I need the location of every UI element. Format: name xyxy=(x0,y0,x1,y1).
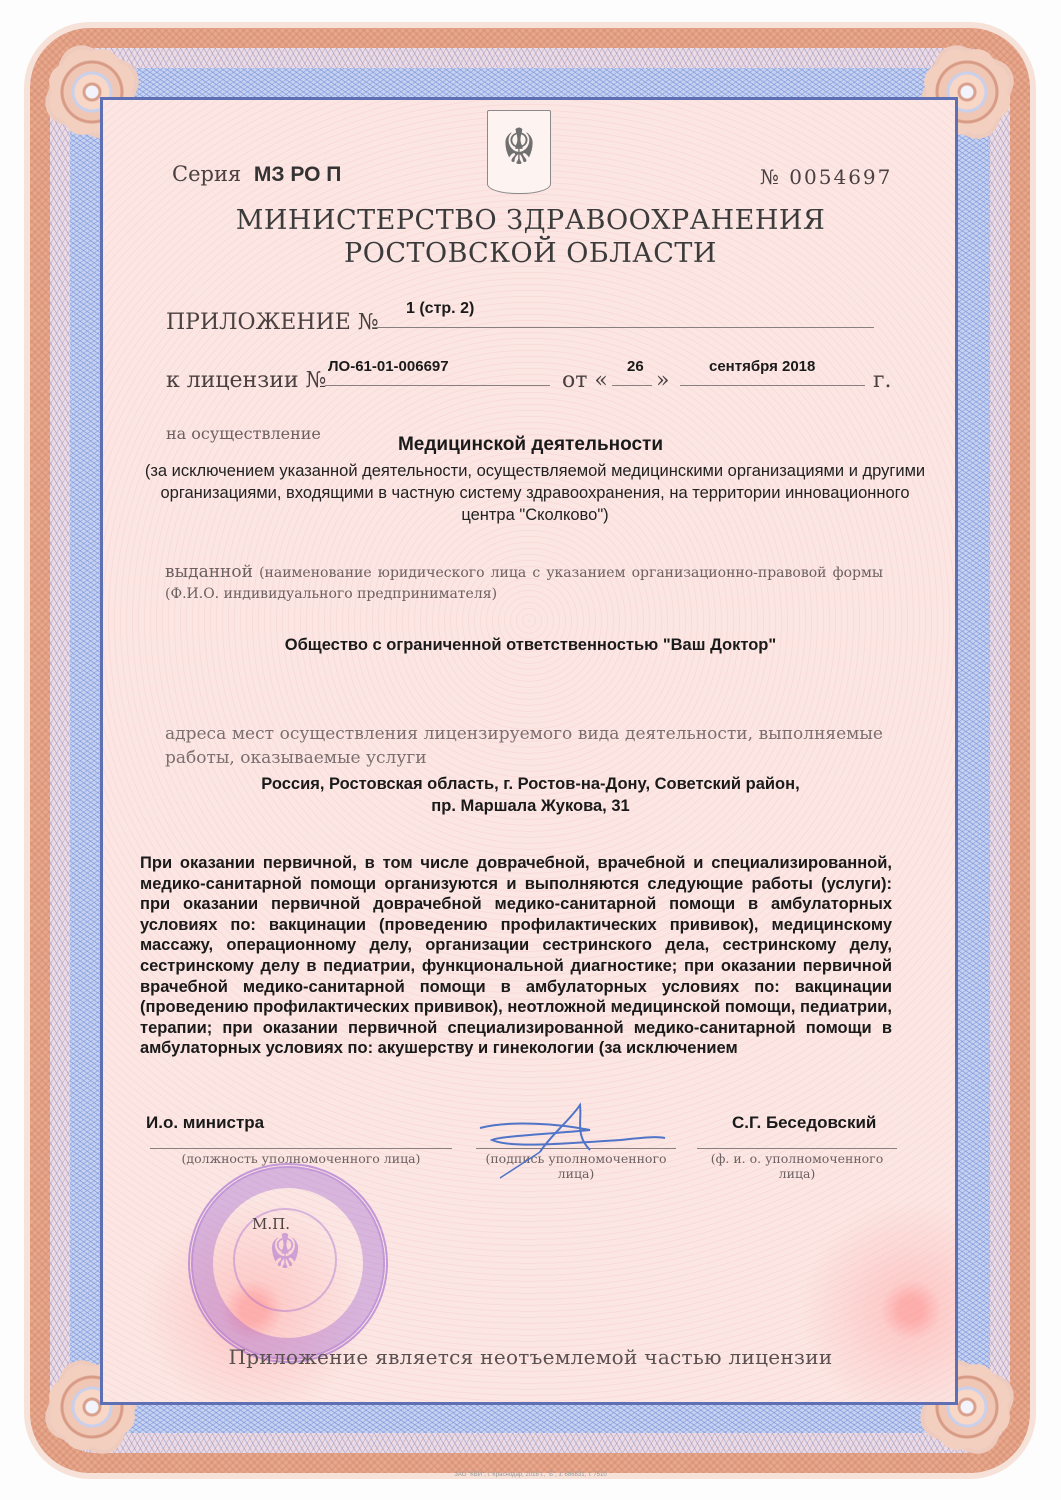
number-value: 0054697 xyxy=(789,165,893,189)
name-caption: (ф. и. о. уполномоченного лица) xyxy=(710,1151,884,1181)
series xyxy=(172,162,341,187)
license-day-close: » xyxy=(656,368,670,393)
activity-description: (за исключением указанной деятельности, осуществляемой медицинскими организациями и другими организациями, входящими в частную систему здравоохранения, на территории инновационного центра "Сколково") xyxy=(144,462,926,524)
license-month-year: сентября 2018 xyxy=(709,358,816,375)
address xyxy=(0,773,1061,817)
license-day: 26 xyxy=(627,358,644,375)
ministry-title-line1: МИНИСТЕРСТВО ЗДРАВООХРАНЕНИЯ xyxy=(235,205,826,236)
issued-hint: (наименование юридического лица с указанием организационно-правовой формы (Ф.И.О. индивидуального предпринимателя) xyxy=(165,565,883,602)
double-headed-eagle-icon: ☬ xyxy=(501,119,537,175)
stamp-place-label: М.П. xyxy=(252,1215,290,1233)
license-from-label: от « xyxy=(562,368,608,393)
signature-caption: (подпись уполномоченного лица) xyxy=(485,1151,667,1181)
organization-name: Общество с ограниченной ответственностью "Ваш Доктор" xyxy=(284,636,777,654)
signatory-name: С.Г. Беседовский xyxy=(732,1113,877,1132)
appendix-label: ПРИЛОЖЕНИЕ № xyxy=(166,310,379,335)
activity-title: Медицинской деятельности xyxy=(397,434,664,455)
issued-label: выданной xyxy=(165,562,253,582)
address-line2: пр. Маршала Жукова, 31 xyxy=(431,797,630,815)
ministry-title-line2: РОСТОВСКОЙ ОБЛАСТИ xyxy=(344,238,717,269)
license-label: к лицензии № xyxy=(166,368,327,393)
seal-emblem-icon: ☬ xyxy=(267,1226,303,1279)
license-number-underline xyxy=(325,385,550,386)
footer-note: Приложение является неотъемлемой частью лицензии xyxy=(228,1345,833,1369)
license-day-underline xyxy=(612,385,652,386)
name-underline xyxy=(697,1148,897,1149)
works-services-text: При оказании первичной, в том числе доврачебной, врачебной и специализированной, медико-санитарной помощи организуются и выполняются следующие работы (услуги): при оказании первичной доврачебной медико-санитарной помощи в амбулаторных условиях по: вакцинации (проведению профилактических прививок), медицинскому массажу, операционному делу, организации сестринского дела, сестринскому делу, сестринскому делу в педиатрии, функциональной диагностике; при оказании первичной врачебной медико-санитарной помощи в амбулаторных условиях по: вакцинации (проведению профилактических прививок), неотложной медицинской помощи, педиатрии, терапии; при оказании первичной специализированной медико-санитарной помощи в амбулаторных условиях по: акушерству и гинекологии (за исключением xyxy=(140,854,892,1058)
printer-imprint: ЗАО "КБИ", г. Краснодар, 2018 г., "Б", з. 686831, т. 7510 xyxy=(454,1472,607,1478)
series-label: Серия xyxy=(172,162,242,186)
address-line1: Россия, Ростовская область, г. Ростов-на-Дону, Советский район, xyxy=(261,775,800,793)
license-year-suffix: г. xyxy=(873,368,892,393)
number-label: № xyxy=(760,165,781,189)
signatory-position: И.о. министра xyxy=(146,1113,265,1132)
appendix-underline xyxy=(372,327,874,328)
activity-label: на осуществление xyxy=(166,424,321,443)
position-underline xyxy=(150,1148,452,1149)
handwritten-signature-icon xyxy=(470,1100,670,1180)
address-label: адреса мест осуществления лицензируемого вида деятельности, выполняемые работы, оказываемые услуги xyxy=(165,724,883,768)
coat-of-arms-icon xyxy=(487,110,551,194)
appendix-value: 1 (стр. 2) xyxy=(406,300,475,317)
official-seal-stamp xyxy=(188,1163,388,1363)
license-number: ЛО-61-01-006697 xyxy=(328,358,449,375)
series-value: МЗ РО П xyxy=(253,163,342,186)
issued-block xyxy=(165,562,883,605)
license-month-underline xyxy=(680,385,865,386)
position-caption: (должность уполномоченного лица) xyxy=(181,1151,421,1166)
form-number xyxy=(760,165,892,189)
